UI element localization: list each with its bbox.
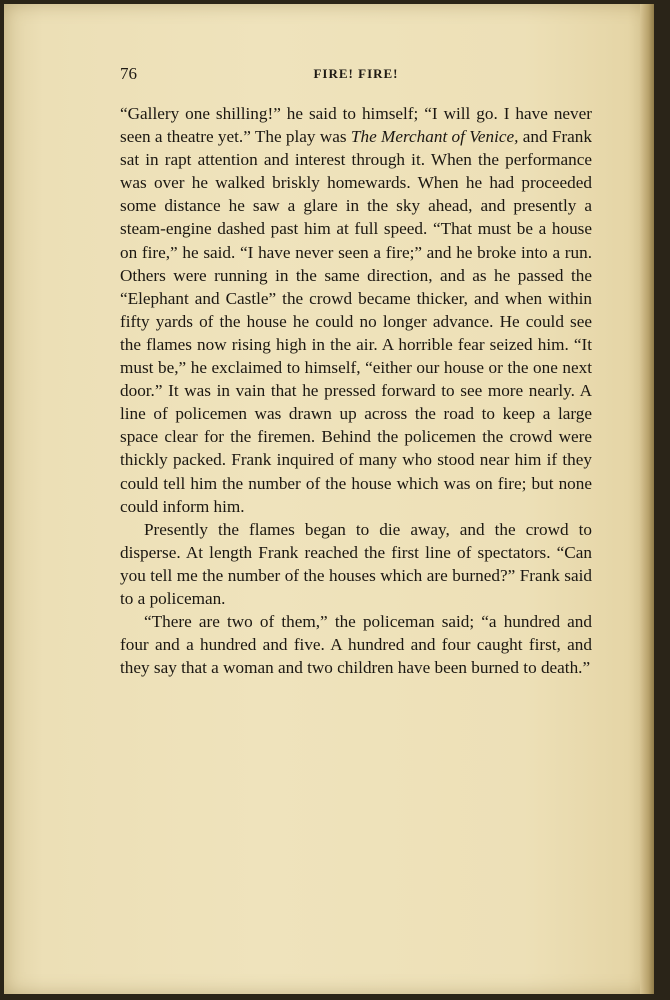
paragraph-2: Presently the flames began to die away, and the crowd to disperse. At length Frank reached the first line of spectators. “Can you tell me the number of the houses which are burned?” Frank said to a policeman. bbox=[120, 519, 592, 608]
paragraph-1 bbox=[120, 102, 592, 518]
paragraph-1-part-a: “Gallery one shilling!” he said to himself; “I will go. I have never seen a theatre yet.” The play was bbox=[120, 104, 592, 147]
page-number: 76 bbox=[120, 64, 137, 83]
running-title: FIRE! FIRE! bbox=[313, 66, 399, 81]
paragraph-3: “There are two of them,” the policeman said; “a hundred and four and a hundred and five. A hundred and four caught first, and they say that a woman and two children have been burned to death.” bbox=[120, 612, 592, 678]
paragraph-1-part-b: and Frank sat in rapt attention and interest through it. When the performance was over he walked briskly homewards. When he had proceeded some distance he saw a glare in the sky ahead, and presently a steam-engine dashed past him at full speed. “That must be a house on fire,” he said. “I have never seen a fire;” and he broke into a run. Others were running in the same direction, and as he passed the “Elephant and Castle” the crowd became thicker, and when within fifty yards of the house he could no longer advance. He could see the flames now rising high in the air. A horrible fear seized him. “It must be,” he exclaimed to himself, “either our house or the one next door.” It was in vain that he pressed forward to see more nearly. A line of policemen was drawn up across the road to keep a large space clear for the firemen. Behind the policemen the crowd were thickly packed. Frank inquired of many who stood near him if they could tell him the number of the house which was on fire; but none could inform him. bbox=[120, 127, 592, 516]
play-title: The Merchant of Venice, bbox=[350, 127, 519, 147]
page-gutter-shadow bbox=[640, 4, 654, 994]
running-head bbox=[120, 64, 592, 88]
body-text bbox=[120, 102, 592, 679]
book-page bbox=[4, 4, 654, 994]
